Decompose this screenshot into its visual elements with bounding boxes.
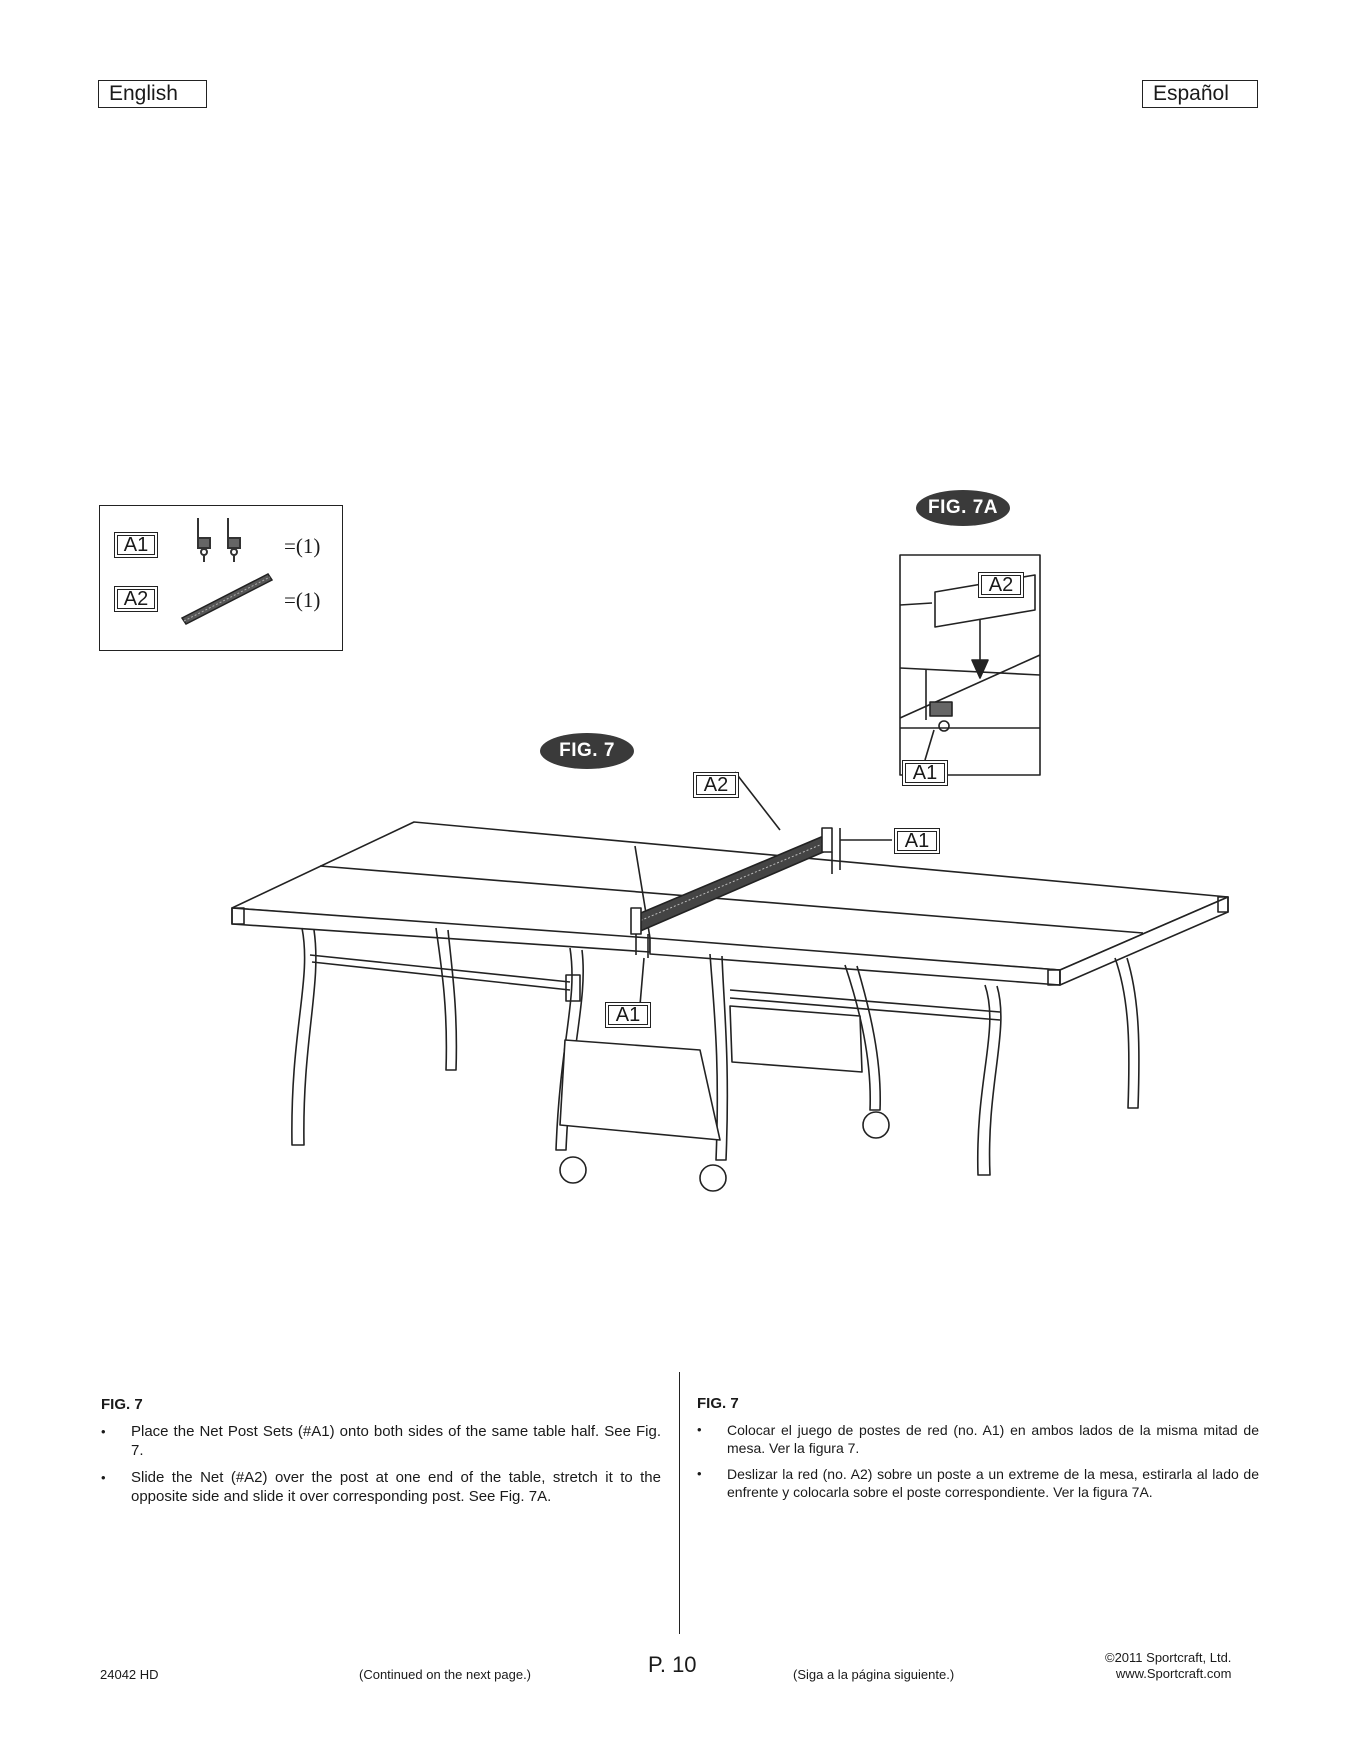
page-number: P. 10 xyxy=(648,1652,697,1677)
instructions-english xyxy=(101,1395,661,1514)
language-label-english: English xyxy=(98,80,207,108)
english-step-2: • Slide the Net (#A2) over the post at one end of the table, stretch it to the opposite side and slide it over corresponding post. See Fig. 7A. xyxy=(131,1468,661,1506)
language-label-spanish: Español xyxy=(1142,80,1258,108)
fig-7a-badge: FIG. 7A xyxy=(916,490,1010,526)
callout-a1-detail: A1 xyxy=(902,760,948,786)
continued-note-spanish: (Siga a la página siguiente.) xyxy=(793,1667,955,1682)
copyright: ©2011 Sportcraft, Ltd. xyxy=(1105,1650,1232,1665)
copyright-block xyxy=(1105,1650,1231,1682)
model-number: 24042 HD xyxy=(100,1667,159,1682)
spanish-heading: FIG. 7 xyxy=(697,1395,739,1412)
continued-note-english: (Continued on the next page.) xyxy=(359,1667,532,1682)
fig-7-badge: FIG. 7 xyxy=(540,733,634,769)
website: www.Sportcraft.com xyxy=(1115,1666,1232,1681)
spanish-step-1: • Colocar el juego de postes de red (no. A1) en ambos lados de la misma mitad de mesa. Ver la figura 7. xyxy=(727,1421,1259,1457)
column-divider xyxy=(679,1372,680,1634)
callout-a2-main: A2 xyxy=(693,772,739,798)
english-step-1: • Place the Net Post Sets (#A1) onto both sides of the same table half. See Fig. 7. xyxy=(131,1422,661,1460)
instructions-spanish xyxy=(697,1395,1259,1509)
part-qty-a1: =(1) xyxy=(284,534,321,558)
callout-a2-detail: A2 xyxy=(978,572,1024,598)
part-label-a2: A2 xyxy=(114,586,158,612)
part-label-a1: A1 xyxy=(114,532,158,558)
english-heading: FIG. 7 xyxy=(101,1396,143,1413)
callout-a1-main-right: A1 xyxy=(894,828,940,854)
spanish-step-2: • Deslizar la red (no. A2) sobre un poste a un extreme de la mesa, estirarla al lado de enfrente y colocarla sobre el poste correspondiente. Ver la figura 7A. xyxy=(727,1465,1259,1501)
part-qty-a2: =(1) xyxy=(284,588,321,612)
callout-a1-main-left: A1 xyxy=(605,1002,651,1028)
